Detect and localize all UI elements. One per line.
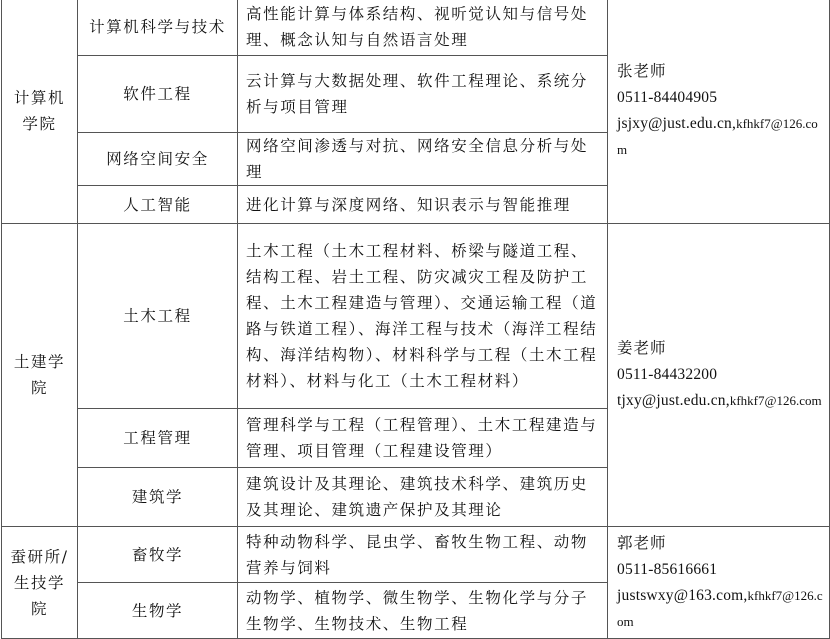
research-fields-cell: 管理科学与工程（工程管理）、土木工程建造与管理、项目管理（工程建设管理） <box>238 409 608 468</box>
research-fields-cell: 网络空间渗透与对抗、网络安全信息分析与处理 <box>238 133 608 186</box>
contact-email: justswxy@163.com,kfhkf7@126.com <box>617 586 823 629</box>
major-cell: 软件工程 <box>78 56 238 133</box>
research-fields-cell: 特种动物科学、昆虫学、畜牧生物工程、动物营养与饲料 <box>238 527 608 583</box>
research-fields-cell: 高性能计算与体系结构、视听觉认知与信号处理、概念认知与自然语言处理 <box>238 0 608 56</box>
contact-teacher: 张老师 <box>617 63 667 80</box>
contact-teacher: 姜老师 <box>617 340 667 357</box>
major-cell: 工程管理 <box>78 409 238 468</box>
contact-phone: 0511-85616661 <box>617 560 718 578</box>
major-cell: 网络空间安全 <box>78 133 238 186</box>
contact-phone: 0511-84432200 <box>617 366 718 383</box>
program-table <box>1 0 830 639</box>
contact-cell <box>608 224 830 527</box>
college-cell <box>2 224 78 527</box>
contact-teacher: 郭老师 <box>617 534 667 552</box>
major-cell: 土木工程 <box>78 224 238 409</box>
research-fields-cell: 建筑设计及其理论、建筑技术科学、建筑历史及其理论、建筑遗产保护及其理论 <box>238 468 608 527</box>
major-cell: 生物学 <box>78 583 238 639</box>
table-row <box>2 0 830 56</box>
major-cell: 人工智能 <box>78 186 238 224</box>
research-fields-cell: 进化计算与深度网络、知识表示与智能推理 <box>238 186 608 224</box>
major-cell: 建筑学 <box>78 468 238 527</box>
major-cell: 计算机科学与技术 <box>78 0 238 56</box>
college-cell <box>2 0 78 224</box>
college-name: 计算机学院 <box>13 89 66 133</box>
contact-email: tjxy@just.edu.cn,kfhkf7@126.com <box>617 392 822 409</box>
research-fields-cell: 云计算与大数据处理、软件工程理论、系统分析与项目管理 <box>238 56 608 133</box>
college-name: 土建学院 <box>13 353 66 397</box>
contact-cell <box>608 527 830 639</box>
college-cell <box>2 527 78 639</box>
college-name: 蚕研所/生技学院 <box>10 547 69 618</box>
research-fields-cell: 土木工程（土木工程材料、桥梁与隧道工程、结构工程、岩土工程、防灾减灾工程及防护工程、土木工程建造与管理）、交通运输工程（道路与铁道工程）、海洋工程与技术（海洋工程结构、海洋结构物）、材料科学与工程（土木工程材料）、材料与化工（土木工程材料） <box>238 224 608 409</box>
contact-phone: 0511-84404905 <box>617 89 718 106</box>
table-row <box>2 224 830 409</box>
table-row <box>2 527 830 583</box>
research-fields-cell: 动物学、植物学、微生物学、生物化学与分子生物学、生物技术、生物工程 <box>238 583 608 639</box>
major-cell: 畜牧学 <box>78 527 238 583</box>
contact-email: jsjxy@just.edu.cn,kfhkf7@126.com <box>617 115 818 157</box>
contact-cell <box>608 0 830 224</box>
